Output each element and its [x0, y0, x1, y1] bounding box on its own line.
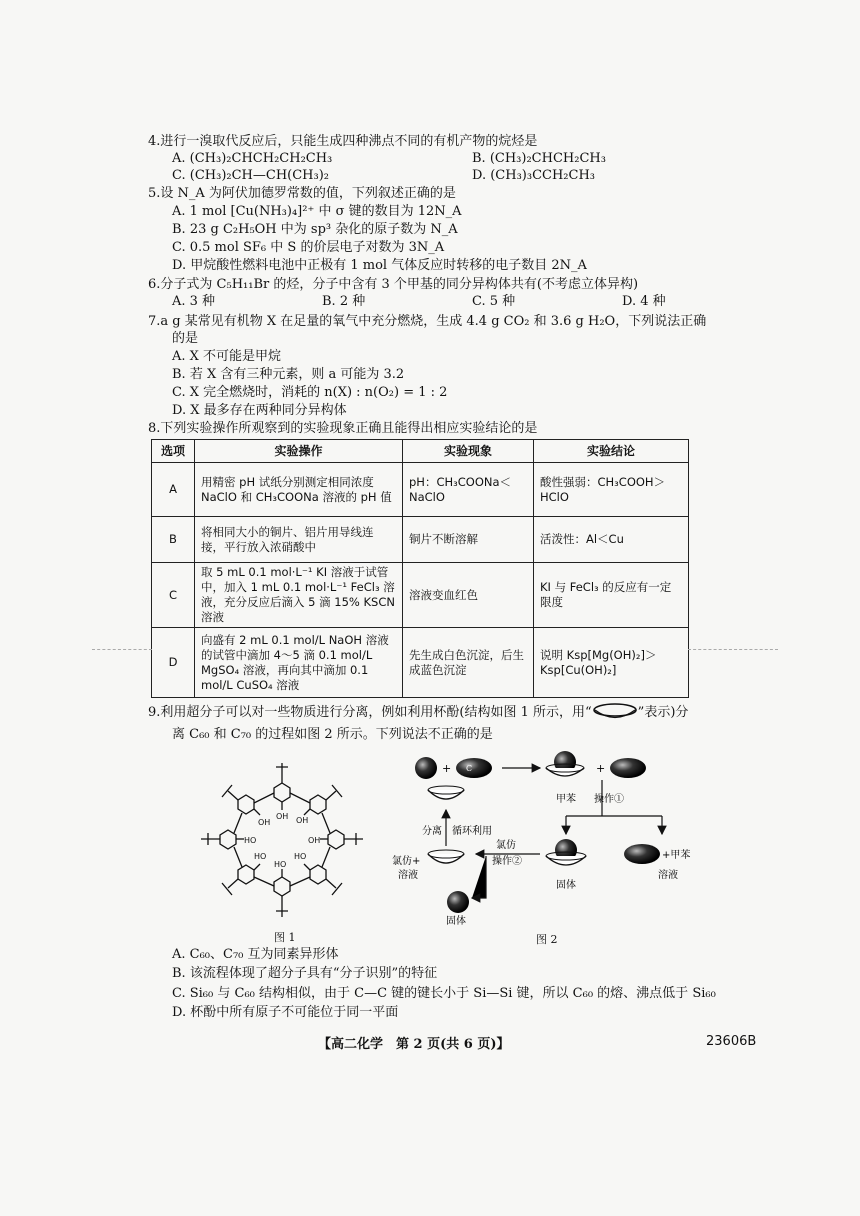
row-observation: 溶液变血红色	[403, 563, 534, 628]
table-row	[152, 563, 689, 628]
q9-option-b: B. 该流程体现了超分子具有“分子识别”的特征	[172, 966, 438, 981]
q4-option-d: D. (CH₃)₃CCH₂CH₃	[472, 168, 596, 183]
c70-molecule-icon	[624, 844, 660, 864]
c60-molecule-icon	[415, 757, 437, 779]
q9-option-d: D. 杯酚中所有原子不可能位于同一平面	[172, 1005, 399, 1020]
q9-stem-line2: 离 C₆₀ 和 C₇₀ 的过程如图 2 所示。下列说法不正确的是	[172, 727, 493, 742]
figure1-caption: 图 1	[274, 931, 296, 944]
row-option: B	[152, 517, 195, 563]
c70-label: C	[466, 764, 473, 773]
c60-molecule-icon	[447, 891, 469, 913]
plus-toluene-label: +甲苯	[662, 850, 691, 861]
q6-option-c: C. 5 种	[472, 294, 516, 309]
table-header-operation: 实验操作	[195, 440, 403, 463]
q9-stem-line1	[148, 703, 688, 721]
solid-label: 固体	[556, 880, 576, 891]
row-conclusion: 说明 Ksp[Mg(OH)₂]＞Ksp[Cu(OH)₂]	[534, 628, 689, 698]
c70-molecule-icon	[456, 758, 492, 778]
q4-option-a: A. (CH₃)₂CHCH₂CH₂CH₃	[172, 151, 333, 166]
row-operation: 用精密 pH 试纸分别测定相同浓度 NaClO 和 CH₃COONa 溶液的 pH 值	[195, 463, 403, 517]
experiment-table	[151, 439, 689, 698]
table-header-conclusion: 实验结论	[534, 440, 689, 463]
row-observation: 铜片不断溶解	[403, 517, 534, 563]
row-observation: 先生成白色沉淀，后生成蓝色沉淀	[403, 628, 534, 698]
table-header-observation: 实验现象	[403, 440, 534, 463]
q7-stem-line2: 的是	[172, 331, 199, 346]
solid2-label: 固体	[446, 916, 466, 927]
row-option: A	[152, 463, 195, 517]
operation1-label: 操作①	[594, 794, 624, 805]
q7-stem-line1: 7.a g 某常见有机物 X 在足量的氧气中充分燃烧，生成 4.4 g CO₂ 和 3.6 g H₂O，下列说法正确	[148, 314, 707, 329]
q5-stem: 5.设 N_A 为阿伏加德罗常数的值，下列叙述正确的是	[148, 186, 456, 201]
chloroform-solution-label: 氯仿+	[392, 856, 421, 867]
row-observation: pH：CH₃COONa＜NaClO	[403, 463, 534, 517]
toluene-label: 甲苯	[556, 794, 576, 805]
q4-stem: 4.进行一溴取代反应后，只能生成四种沸点不同的有机产物的烷烃是	[148, 134, 538, 149]
oh-label: OH	[276, 812, 289, 821]
oh-label: OH	[296, 816, 309, 825]
solution2-label: 溶液	[658, 870, 678, 881]
q5-option-b: B. 23 g C₂H₅OH 中为 sp³ 杂化的原子数为 N_A	[172, 222, 458, 237]
row-conclusion: 酸性强弱：CH₃COOH＞HClO	[534, 463, 689, 517]
page-footer-title: 【高二化学 第 2 页(共 6 页)】	[318, 1037, 510, 1052]
q5-option-a: A. 1 mol [Cu(NH₃)₄]²⁺ 中 σ 键的数目为 12N_A	[172, 204, 462, 219]
scan-dash-right	[688, 649, 778, 650]
row-operation: 向盛有 2 mL 0.1 mol/L NaOH 溶液的试管中滴加 4～5 滴 0.1 mol/L MgSO₄ 溶液，再向其中滴加 0.1 mol/L CuSO₄ 溶液	[195, 628, 403, 698]
table-row	[152, 463, 689, 517]
scan-dash-left	[92, 649, 152, 650]
q6-option-d: D. 4 种	[622, 294, 666, 309]
cup-symbol-icon	[592, 703, 638, 719]
q7-option-d: D. X 最多存在两种同分异构体	[172, 403, 347, 418]
q7-option-a: A. X 不可能是甲烷	[172, 349, 282, 364]
row-conclusion: KI 与 FeCl₃ 的反应有一定限度	[534, 563, 689, 628]
q4-option-c: C. (CH₃)₂CH—CH(CH₃)₂	[172, 168, 330, 183]
ho-label: HO	[254, 852, 267, 861]
row-conclusion: 活泼性：Al＜Cu	[534, 517, 689, 563]
oh-label: OH	[308, 836, 321, 845]
c70-molecule-icon	[610, 758, 646, 778]
exam-code: 23606B	[706, 1034, 757, 1049]
q7-option-c: C. X 完全燃烧时，消耗的 n(X) : n(O₂) = 1 : 2	[172, 385, 448, 400]
ho-label: HO	[274, 860, 287, 869]
q9-option-a: A. C₆₀、C₇₀ 互为同素异形体	[172, 947, 339, 962]
q9-option-c: C. Si₆₀ 与 C₆₀ 结构相似，由于 C—C 键的键长小于 Si—Si 键，所以 C₆₀ 的熔、沸点低于 Si₆₀	[172, 986, 716, 1001]
table-row	[152, 517, 689, 563]
calixarene-structure-figure	[198, 755, 366, 933]
row-option: D	[152, 628, 195, 698]
q6-option-a: A. 3 种	[172, 294, 216, 309]
recycle-label: 循环利用	[452, 826, 492, 837]
row-option: C	[152, 563, 195, 628]
row-operation: 将相同大小的铜片、铝片用导线连接，平行放入浓硝酸中	[195, 517, 403, 563]
oh-label: OH	[258, 818, 271, 827]
ho-label: HO	[244, 836, 257, 845]
separation-label: 分离	[422, 826, 442, 837]
q5-option-c: C. 0.5 mol SF₆ 中 S 的价层电子对数为 3N_A	[172, 240, 445, 255]
row-operation: 取 5 mL 0.1 mol·L⁻¹ KI 溶液于试管中，加入 1 mL 0.1 mol·L⁻¹ FeCl₃ 溶液，充分反应后滴入 5 滴 15% KSCN 溶液	[195, 563, 403, 628]
figure2-caption: 图 2	[536, 933, 558, 946]
operation2-label: 操作②	[492, 856, 522, 867]
calixarene-rings	[201, 763, 363, 917]
table-header-option: 选项	[152, 440, 195, 463]
q5-option-d: D. 甲烷酸性燃料电池中正极有 1 mol 气体反应时转移的电子数目 2N_A	[172, 258, 587, 273]
q6-stem: 6.分子式为 C₅H₁₁Br 的烃，分子中含有 3 个甲基的同分异构体共有(不考虑立体异构)	[148, 277, 639, 292]
q9-stem-part2: ”表示)分	[637, 705, 689, 720]
separation-flow-figure	[392, 746, 710, 927]
table-row	[152, 628, 689, 698]
q4-option-b: B. (CH₃)₂CHCH₂CH₃	[472, 151, 606, 166]
solution-label: 溶液	[398, 870, 418, 881]
q9-stem-part1: 9.利用超分子可以对一些物质进行分离，例如利用杯酚(结构如图 1 所示，用“	[148, 705, 592, 720]
chloroform-label: 氯仿	[496, 840, 516, 851]
plus-sign: +	[596, 762, 606, 775]
plus-sign: +	[442, 762, 452, 775]
q6-option-b: B. 2 种	[322, 294, 366, 309]
q7-option-b: B. 若 X 含有三种元素，则 a 可能为 3.2	[172, 367, 405, 382]
ho-label: HO	[294, 852, 307, 861]
q8-stem: 8.下列实验操作所观察到的实验现象正确且能得出相应实验结论的是	[148, 421, 538, 436]
